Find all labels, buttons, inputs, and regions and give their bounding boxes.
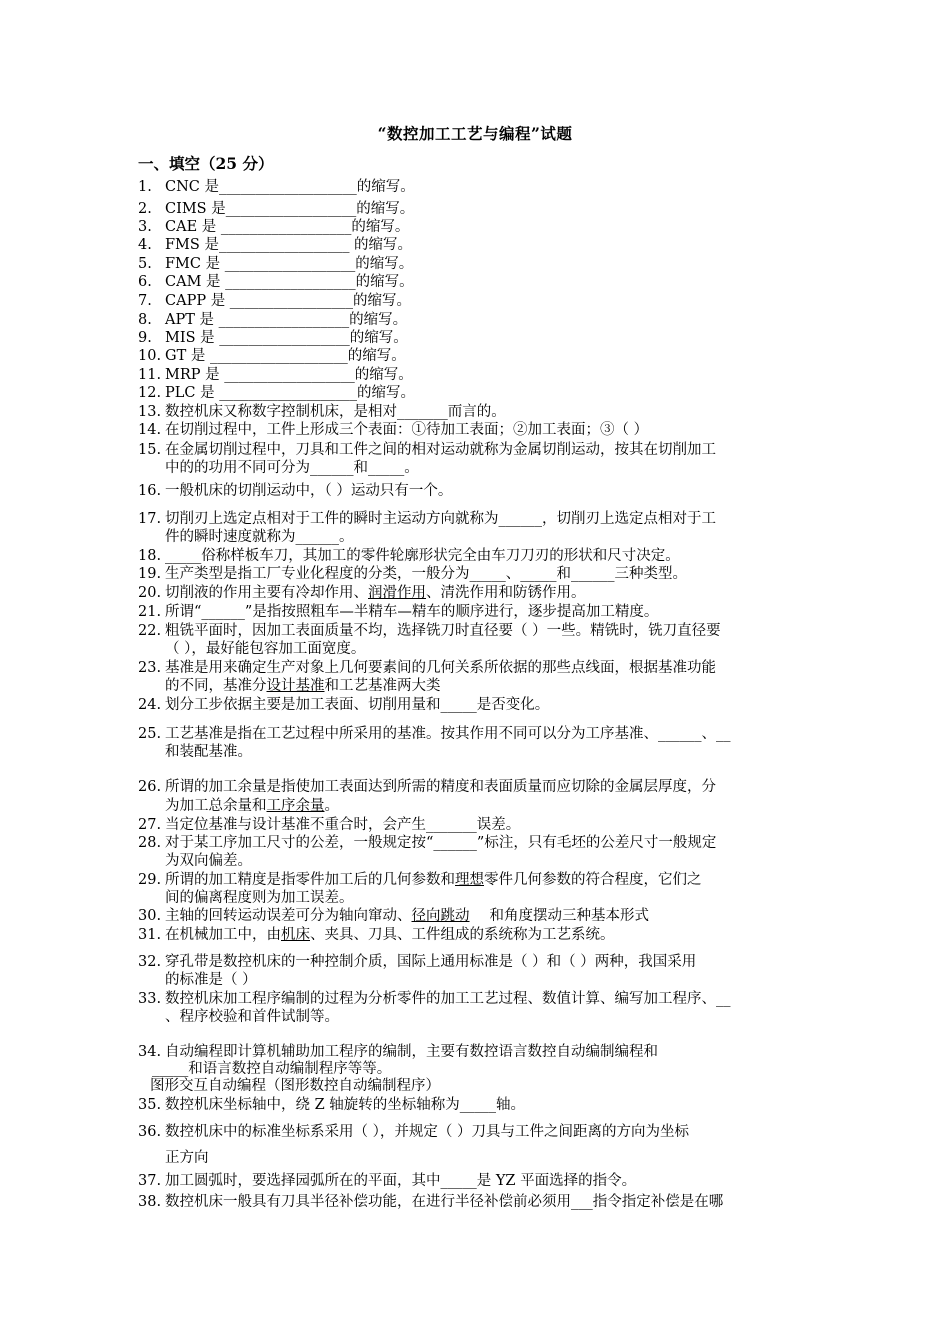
question-22 <box>138 622 818 640</box>
question-number: 11. <box>138 367 162 383</box>
question-4 <box>138 236 818 254</box>
question-text: 基准是用来确定生产对象上几何要素间的几何关系所依据的那些点线面，根据基准功能 <box>165 660 716 676</box>
question-text: 自动编程即计算机辅助加工程序的编制，主要有数控语言数控自动编制编程和 <box>165 1044 658 1060</box>
question-number: 37. <box>138 1173 162 1189</box>
question-number: 22. <box>138 623 162 639</box>
question-number: 15. <box>138 442 162 458</box>
question-36-continuation: 正方向 <box>165 1150 209 1166</box>
question-text: 加工圆弧时，要选择园弧所在的平面，其中_____是 YZ 平面选择的指令。 <box>165 1173 637 1189</box>
question-number: 27. <box>138 817 162 833</box>
question-text: 数控机床一般具有刀具半径补偿功能，在进行半径补偿前必须用___指令指定补偿是在哪 <box>165 1194 724 1210</box>
question-text: 工艺基准是指在工艺过程中所采用的基准。按其作用不同可以分为工序基准、______、__ <box>165 726 731 742</box>
question-text: GT 是 ___________________的缩写。 <box>165 348 406 364</box>
question-37 <box>138 1172 818 1190</box>
question-number: 2. <box>138 201 152 217</box>
question-8 <box>138 311 818 329</box>
answer-text: 理想 <box>455 872 484 888</box>
question-28-continuation: 为双向偏差。 <box>165 853 252 869</box>
question-32-continuation: 的标准是（ ） <box>165 972 257 988</box>
question-text: 所谓的加工精度是指零件加工后的几何参数和 <box>165 872 455 888</box>
question-text-tail: 、清洗作用和防锈作用。 <box>426 585 586 601</box>
question-text-tail: 。 <box>324 798 339 814</box>
question-number: 35. <box>138 1097 162 1113</box>
question-number: 3. <box>138 219 152 235</box>
question-31 <box>138 926 818 944</box>
question-text-tail: 和工艺基准两大类 <box>324 678 441 694</box>
question-number: 12. <box>138 385 162 401</box>
question-23 <box>138 659 818 677</box>
question-6 <box>138 273 818 291</box>
question-text: CIMS 是__________________的缩写。 <box>165 201 415 217</box>
question-25 <box>138 725 818 743</box>
question-text: 生产类型是指工厂专业化程度的分类，一般分为_____、_____和______三种类型。 <box>165 566 687 582</box>
question-text: 对于某工序加工尺寸的公差，一般规定按“______”标注，只有毛坯的公差尺寸一般规定 <box>165 835 717 851</box>
answer-text: 机床 <box>281 927 310 943</box>
question-29 <box>138 871 818 889</box>
question-text: FMS 是__________________ 的缩写。 <box>165 237 413 253</box>
question-34-continuation: _____和语言数控自动编制程序等等。 <box>152 1061 392 1077</box>
answer-text: 设计基准 <box>266 678 325 694</box>
question-3 <box>138 218 818 236</box>
question-text: PLC 是 ___________________的缩写。 <box>165 385 415 401</box>
question-15-continuation: 中的的功用不同可分为______和_____。 <box>165 460 419 476</box>
question-text: 的不同，基准分 <box>165 678 267 694</box>
answer-text: 工序余量 <box>266 798 325 814</box>
answer-text: 润滑作用 <box>368 585 426 601</box>
question-number: 19. <box>138 566 162 582</box>
question-text: 数控机床坐标轴中，绕 Z 轴旋转的坐标轴称为_____轴。 <box>165 1097 526 1113</box>
question-text: CAM 是 __________________的缩写。 <box>165 274 414 290</box>
question-number: 38. <box>138 1194 162 1210</box>
question-number: 29. <box>138 872 162 888</box>
question-21 <box>138 603 818 621</box>
question-5 <box>138 255 818 273</box>
question-23-continuation <box>165 677 441 695</box>
question-19 <box>138 565 818 583</box>
question-text: APT 是 __________________的缩写。 <box>165 312 408 328</box>
question-1 <box>138 178 818 196</box>
question-number: 10. <box>138 348 162 364</box>
question-text: 划分工步依据主要是加工表面、切削用量和_____是否变化。 <box>165 697 550 713</box>
question-number: 18. <box>138 548 162 564</box>
question-number: 4. <box>138 237 152 253</box>
question-34 <box>138 1043 818 1061</box>
question-26-continuation <box>165 797 339 815</box>
question-35 <box>138 1096 818 1114</box>
question-number: 32. <box>138 954 162 970</box>
question-text: 在金属切削过程中，刀具和工件之间的相对运动就称为金属切削运动，按其在切削加工 <box>165 442 716 458</box>
question-text: 粗铣平面时，因加工表面质量不均，选择铣刀时直径要（ ）一些。精铣时，铣刀直径要 <box>165 623 721 639</box>
question-text: 主轴的回转运动误差可分为轴向窜动、 <box>165 908 412 924</box>
answer-text: 径向跳动 <box>411 908 470 924</box>
question-number: 6. <box>138 274 152 290</box>
page-title: “数控加工工艺与编程”试题 <box>377 124 573 143</box>
question-30 <box>138 907 818 925</box>
question-number: 9. <box>138 330 152 346</box>
question-22-continuation: （ ），最好能包容加工面宽度。 <box>165 641 366 657</box>
question-number: 33. <box>138 991 162 1007</box>
question-number: 23. <box>138 660 162 676</box>
question-9 <box>138 329 818 347</box>
question-text: CNC 是___________________的缩写。 <box>165 179 415 195</box>
question-28 <box>138 834 818 852</box>
question-number: 17. <box>138 511 162 527</box>
question-text: 所谓“______”是指按照粗车—半精车—精车的顺序进行，逐步提高加工精度。 <box>165 604 659 620</box>
question-text: _____俗称样板车刀，其加工的零件轮廓形状完全由车刀刀刃的形状和尺寸决定。 <box>165 548 680 564</box>
question-20 <box>138 584 818 602</box>
question-15 <box>138 441 818 459</box>
question-32 <box>138 953 818 971</box>
question-number: 36. <box>138 1124 162 1140</box>
question-number: 20. <box>138 585 162 601</box>
question-10 <box>138 347 818 365</box>
question-text: 数控机床中的标准坐标系采用（ ），并规定（ ）刀具与工件之间距离的方向为坐标 <box>165 1124 689 1140</box>
question-number: 5. <box>138 256 152 272</box>
question-number: 26. <box>138 779 162 795</box>
question-text: MRP 是 __________________的缩写。 <box>165 367 413 383</box>
question-text: 为加工总余量和 <box>165 798 267 814</box>
question-text-tail: 、夹具、刀具、工件组成的系统称为工艺系统。 <box>310 927 615 943</box>
question-text: 当定位基准与设计基准不重合时，会产生_______误差。 <box>165 817 521 833</box>
question-24 <box>138 696 818 714</box>
question-29-continuation: 间的偏离程度则为加工误差。 <box>165 890 354 906</box>
question-27 <box>138 816 818 834</box>
question-14 <box>138 421 818 439</box>
question-33-continuation: 、程序校验和首件试制等。 <box>165 1009 339 1025</box>
question-text: 在机械加工中，由 <box>165 927 281 943</box>
question-17 <box>138 510 818 528</box>
question-number: 24. <box>138 697 162 713</box>
question-text: 所谓的加工余量是指使加工表面达到所需的精度和表面质量而应切除的金属层厚度，分 <box>165 779 716 795</box>
question-7 <box>138 292 818 310</box>
question-number: 31. <box>138 927 162 943</box>
question-number: 21. <box>138 604 162 620</box>
question-2 <box>138 200 818 218</box>
question-36 <box>138 1123 818 1141</box>
question-text: 数控机床加工程序编制的过程为分析零件的加工工艺过程、数值计算、编写加工程序、__ <box>165 991 731 1007</box>
section-heading: 一、填空（25 分） <box>138 154 274 173</box>
question-number: 28. <box>138 835 162 851</box>
question-16 <box>138 482 818 500</box>
question-text: 切削刃上选定点相对于工件的瞬时主运动方向就称为______，切削刃上选定点相对于工 <box>165 511 716 527</box>
question-number: 13. <box>138 404 162 420</box>
question-13 <box>138 403 818 421</box>
question-12 <box>138 384 818 402</box>
question-18 <box>138 547 818 565</box>
question-number: 25. <box>138 726 162 742</box>
question-text: FMC 是 __________________的缩写。 <box>165 256 414 272</box>
question-text: CAPP 是 _________________的缩写。 <box>165 293 412 309</box>
question-number: 1. <box>138 179 152 195</box>
question-34-answer: 图形交互自动编程（图形数控自动编制程序） <box>150 1078 440 1094</box>
question-text: MIS 是 __________________的缩写。 <box>165 330 408 346</box>
question-number: 30. <box>138 908 162 924</box>
question-number: 7. <box>138 293 152 309</box>
question-text: 在切削过程中，工件上形成三个表面：①待加工表面；②加工表面；③（ ） <box>165 422 649 438</box>
question-number: 34. <box>138 1044 162 1060</box>
question-number: 8. <box>138 312 152 328</box>
question-text: 切削液的作用主要有冷却作用、 <box>165 585 368 601</box>
question-text-tail: 零件几何参数的符合程度，它们之 <box>484 872 702 888</box>
question-text: CAE 是 __________________的缩写。 <box>165 219 410 235</box>
question-11 <box>138 366 818 384</box>
question-text-tail: 和角度摆动三种基本形式 <box>489 908 649 924</box>
question-33 <box>138 990 818 1008</box>
question-number: 14. <box>138 422 162 438</box>
question-text: 数控机床又称数字控制机床，是相对_______而言的。 <box>165 404 506 420</box>
question-17-continuation: 件的瞬时速度就称为______。 <box>165 529 354 545</box>
question-text: 一般机床的切削运动中，（ ）运动只有一个。 <box>165 483 453 499</box>
question-26 <box>138 778 818 796</box>
question-25-continuation: 和装配基准。 <box>165 744 252 760</box>
question-text: 穿孔带是数控机床的一种控制介质，国际上通用标准是（ ）和（ ）两种，我国采用 <box>165 954 697 970</box>
question-38 <box>138 1193 818 1211</box>
question-number: 16. <box>138 483 162 499</box>
